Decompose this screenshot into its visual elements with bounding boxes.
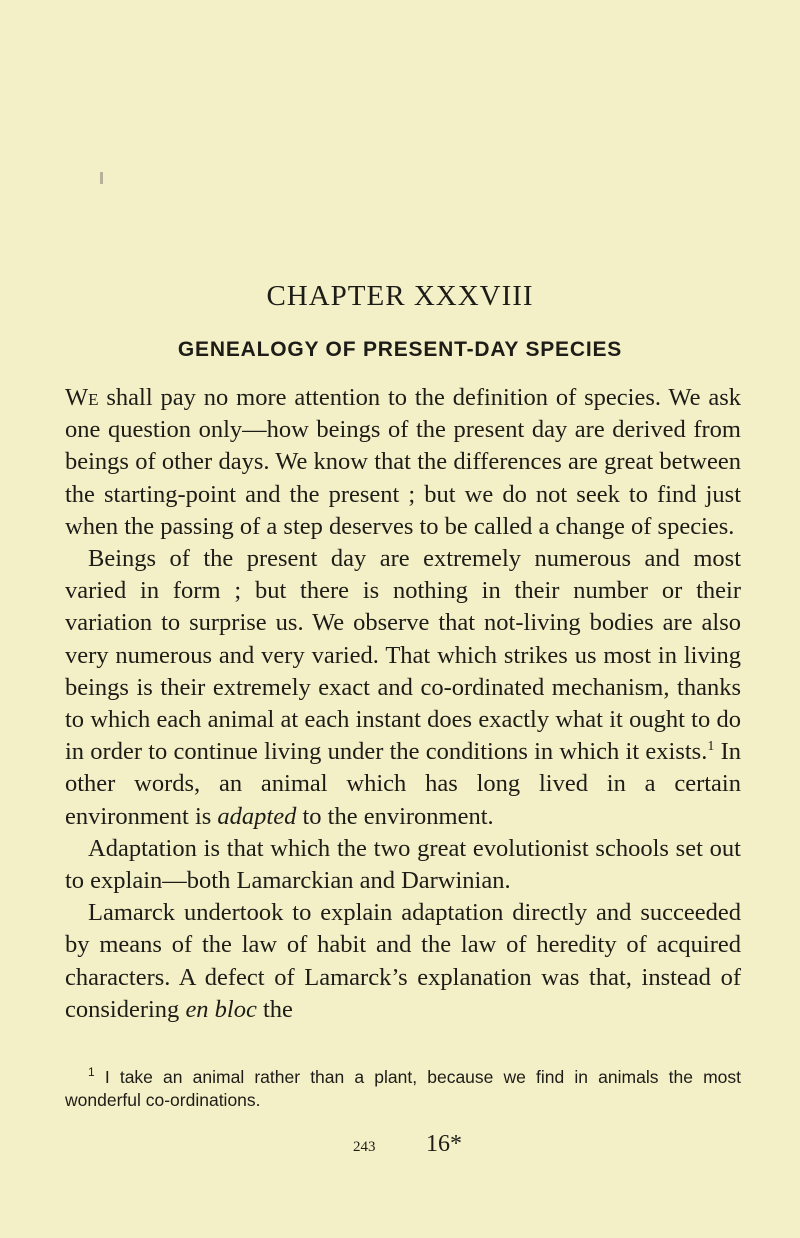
emphasis-en-bloc: en bloc — [185, 995, 257, 1023]
paragraph-3: Adaptation is that which the two great evolutionist schools set out to explain—both Lamarckian and Darwinian. — [65, 834, 741, 895]
paragraph-2-text-a: Beings of the present day are extremely numerous and most varied in form ; but there is nothing in their number or their variation to surprise us. We observe that not-living bodies are also very numerous and very varied. That which strikes us most in living beings is their extremely exact and co-ordinated mechanism, thanks to which each animal at each instant does exactly what it ought to do in order to continue living under the conditions in which it exists. — [65, 545, 741, 766]
footnote-reference: 1 — [707, 739, 715, 755]
paragraph-2-text-c: to the environment. — [296, 802, 494, 830]
page-number: 243 — [353, 1139, 376, 1155]
paragraph-1-text: shall pay no more attention to the definition of species. We ask one question only—how beings of the present day are derived from beings of other days. We know that the differences are great between the starting-point and the present ; but we do not seek to find just when the passing of a step deserves to be called a change of species. — [65, 384, 741, 540]
body-text — [65, 382, 741, 1026]
signature-mark: 16* — [426, 1131, 462, 1157]
chapter-subtitle: GENEALOGY OF PRESENT-DAY SPECIES — [177, 338, 623, 361]
footnote-mark: 1 — [88, 1065, 95, 1080]
paragraph-lead-word: We — [65, 384, 99, 411]
footnote — [65, 1066, 741, 1112]
paragraph-1 — [65, 382, 741, 543]
paragraph-2-text-b: In other words, an animal which has long lived in a certain environment is — [65, 738, 741, 830]
footnote-text: I take an animal rather than a plant, because we find in animals the most wonderful co-ordinations. — [65, 1067, 741, 1110]
paragraph-4 — [65, 897, 741, 1026]
paragraph-4-text-a: Lamarck undertook to explain adaptation directly and succeeded by means of the law of habit and the law of heredity of acquired characters. A defect of Lamarck’s explanation was that, instead of considering — [65, 899, 741, 1023]
emphasis-adapted: adapted — [217, 802, 297, 830]
paragraph-2 — [65, 543, 741, 833]
chapter-heading: CHAPTER XXXVIII — [266, 280, 534, 312]
paragraph-4-text-b: the — [256, 995, 293, 1023]
paper-speck — [100, 172, 103, 184]
